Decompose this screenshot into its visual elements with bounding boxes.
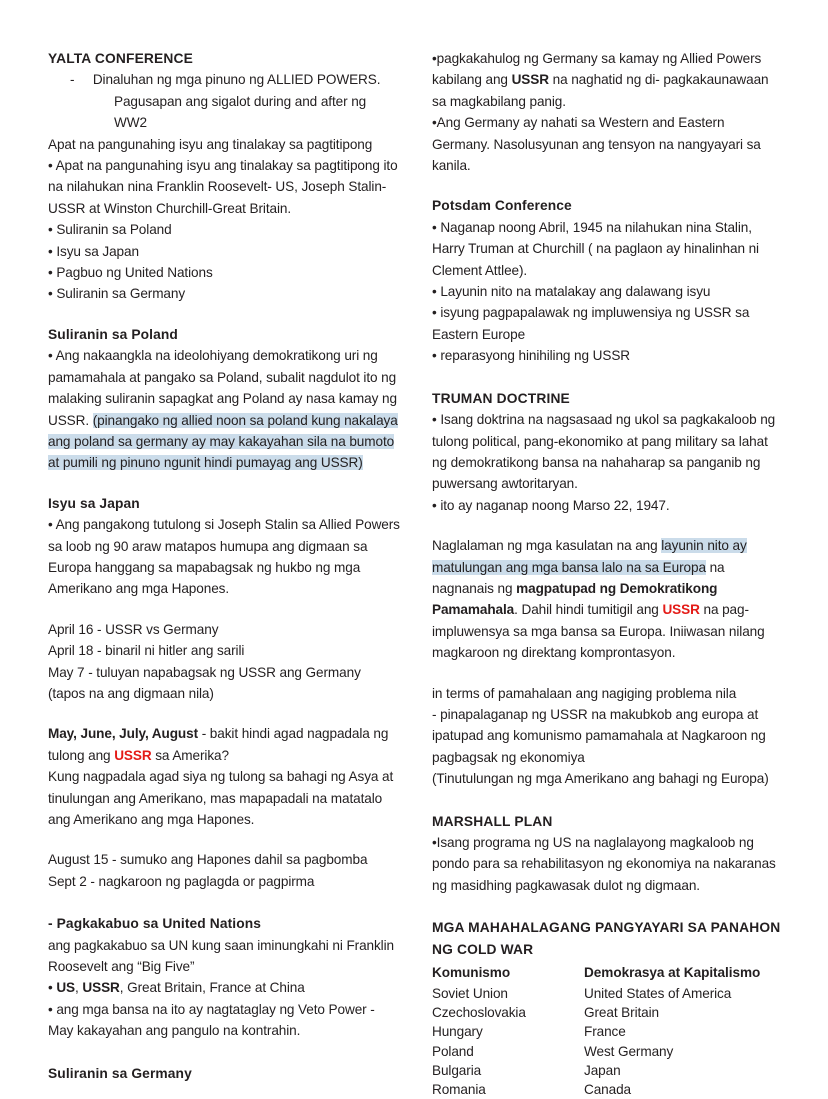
- big-five-rest: , Great Britain, France at China: [119, 980, 305, 996]
- japan-timeline-august-15: August 15 - sumuko ang Hapones dahil sa pagbomba: [48, 852, 368, 868]
- months-ussr-emphasis: USSR: [114, 747, 152, 763]
- japan-body: • Ang pangakong tutulong si Joseph Stalin sa Allied Powers sa loob ng 90 araw matapos humupa ang digmaan sa Europa hanggang sa mapabagsak ng hukbo ng mga Amerikano ang mga Hapones.: [48, 517, 400, 597]
- big-five-separator: ,: [75, 980, 83, 996]
- spacer: [48, 830, 400, 849]
- truman-bullet-2: • ito ay naganap noong Marso 22, 1947.: [432, 497, 670, 513]
- potsdam-bullet-4: • reparasyong hinihiling ng USSR: [432, 348, 631, 364]
- truman-para-bold: magpatupad ng Demokratikong Pamamahala: [432, 580, 718, 618]
- left-column: [48, 48, 400, 1084]
- truman-paragraph: [432, 535, 784, 663]
- poland-section-heading: Suliranin sa Poland: [48, 326, 178, 342]
- spacer: [432, 176, 784, 195]
- table-body: [432, 984, 784, 1099]
- spacer: [48, 474, 400, 493]
- truman-para-b: na nagnanais ng: [432, 559, 725, 596]
- dash-marker: -: [70, 72, 75, 88]
- japan-months-answer: Kung nagpadala agad siya ng tulong sa bahagi ng Asya at tinulungan ang Amerikano, mas mapapadali na matatalo ang Amerikano ang mga Hapones.: [48, 769, 394, 827]
- table-row: [432, 1080, 784, 1099]
- right-column: [432, 48, 784, 1099]
- germany-bullet-1-a: •pagkakahulog ng Germany sa kamay ng Allied Powers kabilang ang: [432, 51, 762, 88]
- germany-bullet-2: •Ang Germany ay nahati sa Western and Eastern Germany. Nasolusyunan ang tensyon na nangyayari sa kanila.: [432, 115, 761, 174]
- truman-bullet-1: • Isang doktrina na nagsasaad ng ukol sa pagkakaloob ng tulong political, pang-ekonomiko at pang military sa lahat ng demokratikong bansa na nahaharap sa panganib ng puwersang awtoritaryan.: [432, 412, 776, 492]
- table-cell-democratic-6: Canada: [584, 1082, 632, 1098]
- truman-para-a: Naglalaman ng mga kasulatan na ang: [432, 538, 662, 554]
- japan-section-heading: Isyu sa Japan: [48, 495, 140, 511]
- spacer: [432, 367, 784, 388]
- truman-para-highlighted: layunin nito ay matulungan ang mga bansa lalo na sa Europa: [432, 538, 747, 575]
- table-cell-communist-2: Czechoslovakia: [432, 1005, 526, 1021]
- japan-timeline-april-16: April 16 - USSR vs Germany: [48, 621, 219, 637]
- table-row: [432, 1042, 784, 1061]
- germany-bullet-1: [432, 48, 784, 112]
- table-cell-communist-4: Poland: [432, 1043, 474, 1059]
- potsdam-conference-heading: Potsdam Conference: [432, 198, 572, 214]
- table-cell-democratic-1: United States of America: [584, 986, 732, 1002]
- cold-war-table-heading: MGA MAHAHALAGANG PANGYAYARI SA PANAHON NG COLD WAR: [432, 920, 781, 957]
- spacer: [48, 600, 400, 619]
- poland-body: [48, 345, 400, 473]
- germany-section-heading-left: Suliranin sa Germany: [48, 1065, 192, 1081]
- table-cell-communist-5: Bulgaria: [432, 1062, 482, 1078]
- japan-timeline-sept-2: Sept 2 - nagkaroon ng paglagda or pagpirma: [48, 873, 315, 889]
- japan-months-question: [48, 723, 400, 766]
- marshall-plan-heading: MARSHALL PLAN: [432, 813, 553, 829]
- table-head: [432, 962, 784, 984]
- spacer: [48, 704, 400, 723]
- spacer: [432, 664, 784, 683]
- spacer: [48, 305, 400, 324]
- truman-terms-line-1: in terms of pamahalaan ang nagiging problema nila: [432, 685, 737, 701]
- table-cell-communist-6: Romania: [432, 1082, 486, 1098]
- yalta-dash-line-2: Pagusapan ang sigalot during and after ng WW2: [114, 93, 367, 131]
- yalta-main-bullet: • Apat na pangunahing isyu ang tinalakay sa pagtitipong ito na nilahukan nina Franklin Roosevelt- US, Joseph Stalin- USSR at Winston Churchill-Great Britain.: [48, 158, 398, 216]
- germany-bullet-1-ussr: USSR: [511, 72, 549, 88]
- spacer: [432, 896, 784, 917]
- spacer: [432, 790, 784, 811]
- table-col-header-komunismo: Komunismo: [432, 965, 511, 981]
- truman-para-d: na pag-impluwensya sa mga bansa sa Europa. Iniiwasan nilang magkaroon ng direktang komprontasyon.: [432, 602, 765, 661]
- truman-para-c: . Dahil hindi tumitigil ang: [514, 602, 663, 618]
- potsdam-bullet-1: • Naganap noong Abril, 1945 na nilahukan nina Stalin, Harry Truman at Churchill ( na paglaon ay hinalinhan ni Clement Attlee).: [432, 219, 759, 278]
- table-row: [432, 1061, 784, 1080]
- cold-war-comparison-table: [432, 962, 784, 1099]
- table-header-row: [432, 962, 784, 984]
- yalta-line-3: Apat na pangunahing isyu ang tinalakay sa pagtitipong: [48, 136, 373, 152]
- truman-para-ussr-emphasis: USSR: [662, 602, 700, 618]
- japan-timeline-april-18: April 18 - binaril ni hitler ang sarili: [48, 643, 245, 659]
- months-question-a: - bakit hindi agad nagpadala ng tulong ang: [48, 726, 389, 763]
- potsdam-bullet-2: • Layunin nito na matalakay ang dalawang isyu: [432, 284, 711, 300]
- marshall-plan-body: •Isang programa ng US na naglalayong magkaloob ng pondo para sa rehabilitasyon ng ekonomiya na nakaranas ng masidhing pagkawasak dulot ng digmaan.: [432, 835, 776, 893]
- table-cell-communist-1: Soviet Union: [432, 986, 508, 1002]
- yalta-bullet-germany: • Suliranin sa Germany: [48, 286, 186, 302]
- months-question-b: sa Amerika?: [151, 747, 229, 763]
- table-row: [432, 984, 784, 1003]
- germany-bullet-1-b: na naghatid ng di- pagkakaunawaan sa magkabilang panig.: [432, 72, 769, 109]
- spacer: [48, 1042, 400, 1063]
- table-cell-communist-3: Hungary: [432, 1024, 483, 1040]
- yalta-dash-text-1: Dinaluhan ng mga pinuno ng ALLIED POWERS.: [92, 72, 381, 88]
- truman-terms-line-2: - pinapalaganap ng USSR na makubkob ang europa at ipatupad ang komunismo pamamahala at Nagkaroon ng pagbagsak ng ekonomiya: [432, 706, 766, 765]
- spacer: [432, 516, 784, 535]
- united-nations-big-five: [48, 977, 400, 998]
- united-nations-heading: - Pagkakabuo sa United Nations: [48, 916, 262, 932]
- poland-body-highlighted: (pinangako ng allied noon sa poland kung nakalaya ang poland sa germany ay may kakayahan sila na bumoto at pumili ng pinuno ngunit hindi pumayag ang USSR): [48, 412, 398, 471]
- table-col-header-demokrasya: Demokrasya at Kapitalismo: [584, 965, 761, 981]
- table-row: [432, 1003, 784, 1022]
- yalta-bullet-japan: • Isyu sa Japan: [48, 243, 139, 259]
- table-cell-democratic-3: France: [584, 1024, 626, 1040]
- truman-terms-line-3: (Tinutulungan ng mga Amerikano ang bahagi ng Europa): [432, 771, 769, 787]
- japan-timeline-may-7: May 7 - tuluyan napabagsak ng USSR ang Germany (tapos na ang digmaan nila): [48, 664, 361, 701]
- truman-doctrine-heading: TRUMAN DOCTRINE: [432, 390, 570, 406]
- big-five-us: US: [56, 980, 76, 996]
- united-nations-body: ang pagkakabuo sa UN kung saan iminungkahi ni Franklin Roosevelt ang “Big Five”: [48, 937, 394, 975]
- potsdam-bullet-3: • isyung pagpapalawak ng impluwensiya ng USSR sa Eastern Europe: [432, 305, 750, 342]
- table-cell-democratic-5: Japan: [584, 1062, 621, 1078]
- yalta-conference-heading: YALTA CONFERENCE: [48, 51, 193, 66]
- united-nations-veto-power: • ang mga bansa na ito ay nagtataglay ng Veto Power - May kakayahan ang pangulo na kontrahin.: [48, 1001, 375, 1039]
- big-five-bullet-marker: •: [48, 980, 57, 996]
- two-column-layout: [48, 48, 780, 1099]
- table-cell-democratic-4: West Germany: [584, 1043, 674, 1059]
- poland-body-plain: • Ang nakaangkla na ideolohiyang demokratikong uri ng pamamahala at pangako sa Poland, subalit nagdulot ito ng malaking suliranin sapagkat ang Poland ay nasa kamay ng USSR.: [48, 348, 397, 428]
- big-five-ussr: USSR: [82, 980, 120, 996]
- months-bold-label: May, June, July, August: [48, 726, 199, 742]
- yalta-bullet-united-nations: • Pagbuo ng United Nations: [48, 265, 213, 281]
- yalta-dash-line-1: [48, 69, 400, 90]
- spacer: [48, 892, 400, 913]
- yalta-bullet-poland: • Suliranin sa Poland: [48, 222, 172, 238]
- table-row: [432, 1022, 784, 1041]
- table-cell-democratic-2: Great Britain: [584, 1005, 660, 1021]
